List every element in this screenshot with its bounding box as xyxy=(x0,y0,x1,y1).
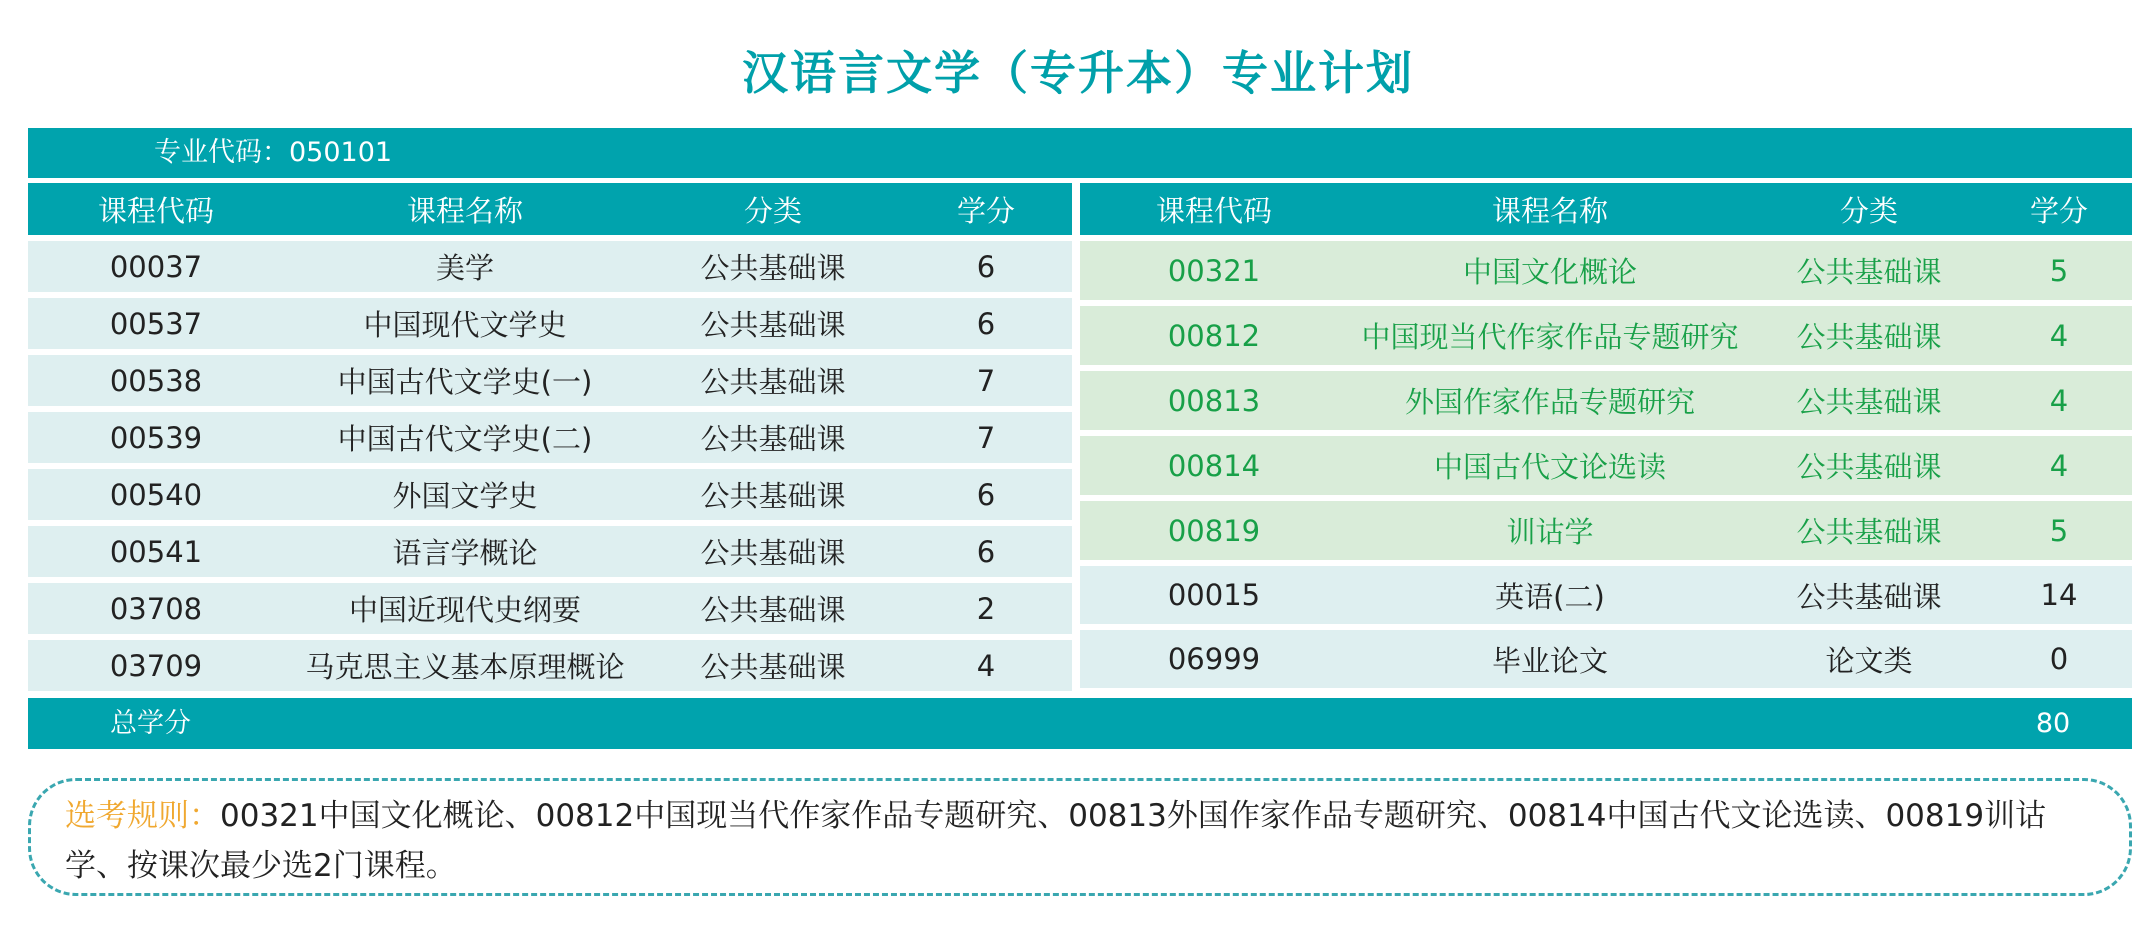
course-code-cell: 00539 xyxy=(109,420,203,455)
credit-cell: 6 xyxy=(976,477,996,512)
course-name-cell: 训诂学 xyxy=(1506,515,1594,549)
major-code-label: 专业代码：050101 xyxy=(154,137,393,168)
table-row xyxy=(28,583,1072,634)
table-row xyxy=(1080,436,2132,495)
table-row xyxy=(28,640,1072,691)
credit-cell: 4 xyxy=(2049,448,2069,483)
credit-cell: 2 xyxy=(976,591,996,626)
credit-cell: 4 xyxy=(2049,383,2069,418)
category-cell: 公共基础课 xyxy=(1796,320,1942,354)
credit-cell: 7 xyxy=(976,420,996,455)
category-cell: 公共基础课 xyxy=(700,650,846,684)
course-name-cell: 中国古代文论选读 xyxy=(1433,450,1666,484)
right-course-table xyxy=(1080,183,2132,694)
table-row xyxy=(28,298,1072,349)
category-cell: 公共基础课 xyxy=(700,251,846,285)
category-cell: 公共基础课 xyxy=(1796,515,1942,549)
total-credits-label: 总学分 xyxy=(110,708,191,739)
category-cell: 公共基础课 xyxy=(700,479,846,513)
category-cell: 公共基础课 xyxy=(700,365,846,399)
category-cell: 公共基础课 xyxy=(1796,385,1942,419)
credit-cell: 6 xyxy=(976,249,996,284)
category-cell: 公共基础课 xyxy=(700,536,846,570)
table-row xyxy=(1080,371,2132,430)
course-name-cell: 中国古代文学史(二) xyxy=(337,422,593,456)
table-row xyxy=(1080,241,2132,300)
header-credit: 学分 xyxy=(2029,193,2088,228)
table-row xyxy=(1080,501,2132,560)
category-cell: 论文类 xyxy=(1825,643,1913,678)
exam-rule-box xyxy=(28,778,2132,896)
course-code-cell: 00819 xyxy=(1167,513,1261,548)
credit-cell: 0 xyxy=(2049,642,2069,676)
table-row xyxy=(28,526,1072,577)
credit-cell: 5 xyxy=(2049,253,2069,288)
course-code-cell: 00812 xyxy=(1167,318,1261,353)
table-row xyxy=(1080,306,2132,365)
category-cell: 公共基础课 xyxy=(700,422,846,456)
course-code-cell: 00015 xyxy=(1167,578,1261,612)
course-name-cell: 外国文学史 xyxy=(392,479,538,513)
category-cell: 公共基础课 xyxy=(1796,255,1942,289)
credit-cell: 6 xyxy=(976,306,996,341)
category-cell: 公共基础课 xyxy=(700,593,846,627)
category-cell: 公共基础课 xyxy=(1796,450,1942,484)
course-code-cell: 03709 xyxy=(109,648,203,683)
credit-cell: 14 xyxy=(2040,578,2078,612)
header-course-name: 课程名称 xyxy=(406,193,523,228)
header-category: 分类 xyxy=(1839,193,1898,228)
course-name-cell: 美学 xyxy=(435,251,494,285)
header-course-code: 课程代码 xyxy=(97,193,214,228)
course-name-cell: 英语(二) xyxy=(1495,579,1605,614)
credit-cell: 5 xyxy=(2049,513,2069,548)
category-cell: 公共基础课 xyxy=(1796,579,1942,614)
exam-rule-label: 选考规则： xyxy=(65,798,220,834)
course-name-cell: 中国现当代作家作品专题研究 xyxy=(1361,320,1739,354)
table-row xyxy=(1080,566,2132,624)
course-name-cell: 马克思主义基本原理概论 xyxy=(305,650,625,684)
table-row xyxy=(28,355,1072,406)
exam-rule-text: 00321中国文化概论、00812中国现当代作家作品专题研究、00813外国作家作品专题研究、00814中国古代文论选读、00819训诂学、按课次最少选2门课程。 xyxy=(65,798,2047,884)
course-name-cell: 中国现代文学史 xyxy=(363,308,567,342)
header-credit: 学分 xyxy=(956,193,1015,228)
header-course-name: 课程名称 xyxy=(1491,193,1608,228)
course-name-cell: 中国古代文学史(一) xyxy=(337,365,593,399)
right-table-header xyxy=(1080,183,2132,235)
course-name-cell: 毕业论文 xyxy=(1491,643,1608,678)
course-name-cell: 中国近现代史纲要 xyxy=(348,593,581,627)
total-credits-bar xyxy=(28,698,2132,749)
course-code-cell: 00814 xyxy=(1167,448,1261,483)
table-row xyxy=(28,469,1072,520)
header-course-code: 课程代码 xyxy=(1155,193,1272,228)
page-title: 汉语言文学（专升本）专业计划 xyxy=(742,46,1414,100)
course-code-cell: 00321 xyxy=(1167,253,1261,288)
total-credits-value: 80 xyxy=(2035,708,2071,739)
course-name-cell: 语言学概论 xyxy=(392,536,538,570)
category-cell: 公共基础课 xyxy=(700,308,846,342)
left-course-table xyxy=(28,183,1072,697)
credit-cell: 4 xyxy=(2049,318,2069,353)
course-name-cell: 外国作家作品专题研究 xyxy=(1404,385,1695,419)
course-code-cell: 00540 xyxy=(109,477,203,512)
header-category: 分类 xyxy=(743,193,802,228)
credit-cell: 4 xyxy=(976,648,996,683)
table-row xyxy=(28,412,1072,463)
course-code-cell: 00537 xyxy=(109,306,203,341)
course-code-cell: 00541 xyxy=(109,534,203,569)
credit-cell: 6 xyxy=(976,534,996,569)
course-code-cell: 06999 xyxy=(1167,642,1261,676)
course-code-cell: 03708 xyxy=(109,591,203,626)
table-row xyxy=(28,241,1072,292)
course-code-cell: 00037 xyxy=(109,249,203,284)
course-name-cell: 中国文化概论 xyxy=(1462,255,1637,289)
credit-cell: 7 xyxy=(976,363,996,398)
left-table-header xyxy=(28,183,1072,235)
course-code-cell: 00813 xyxy=(1167,383,1261,418)
table-row xyxy=(1080,630,2132,688)
course-code-cell: 00538 xyxy=(109,363,203,398)
major-code-bar xyxy=(28,128,2132,178)
